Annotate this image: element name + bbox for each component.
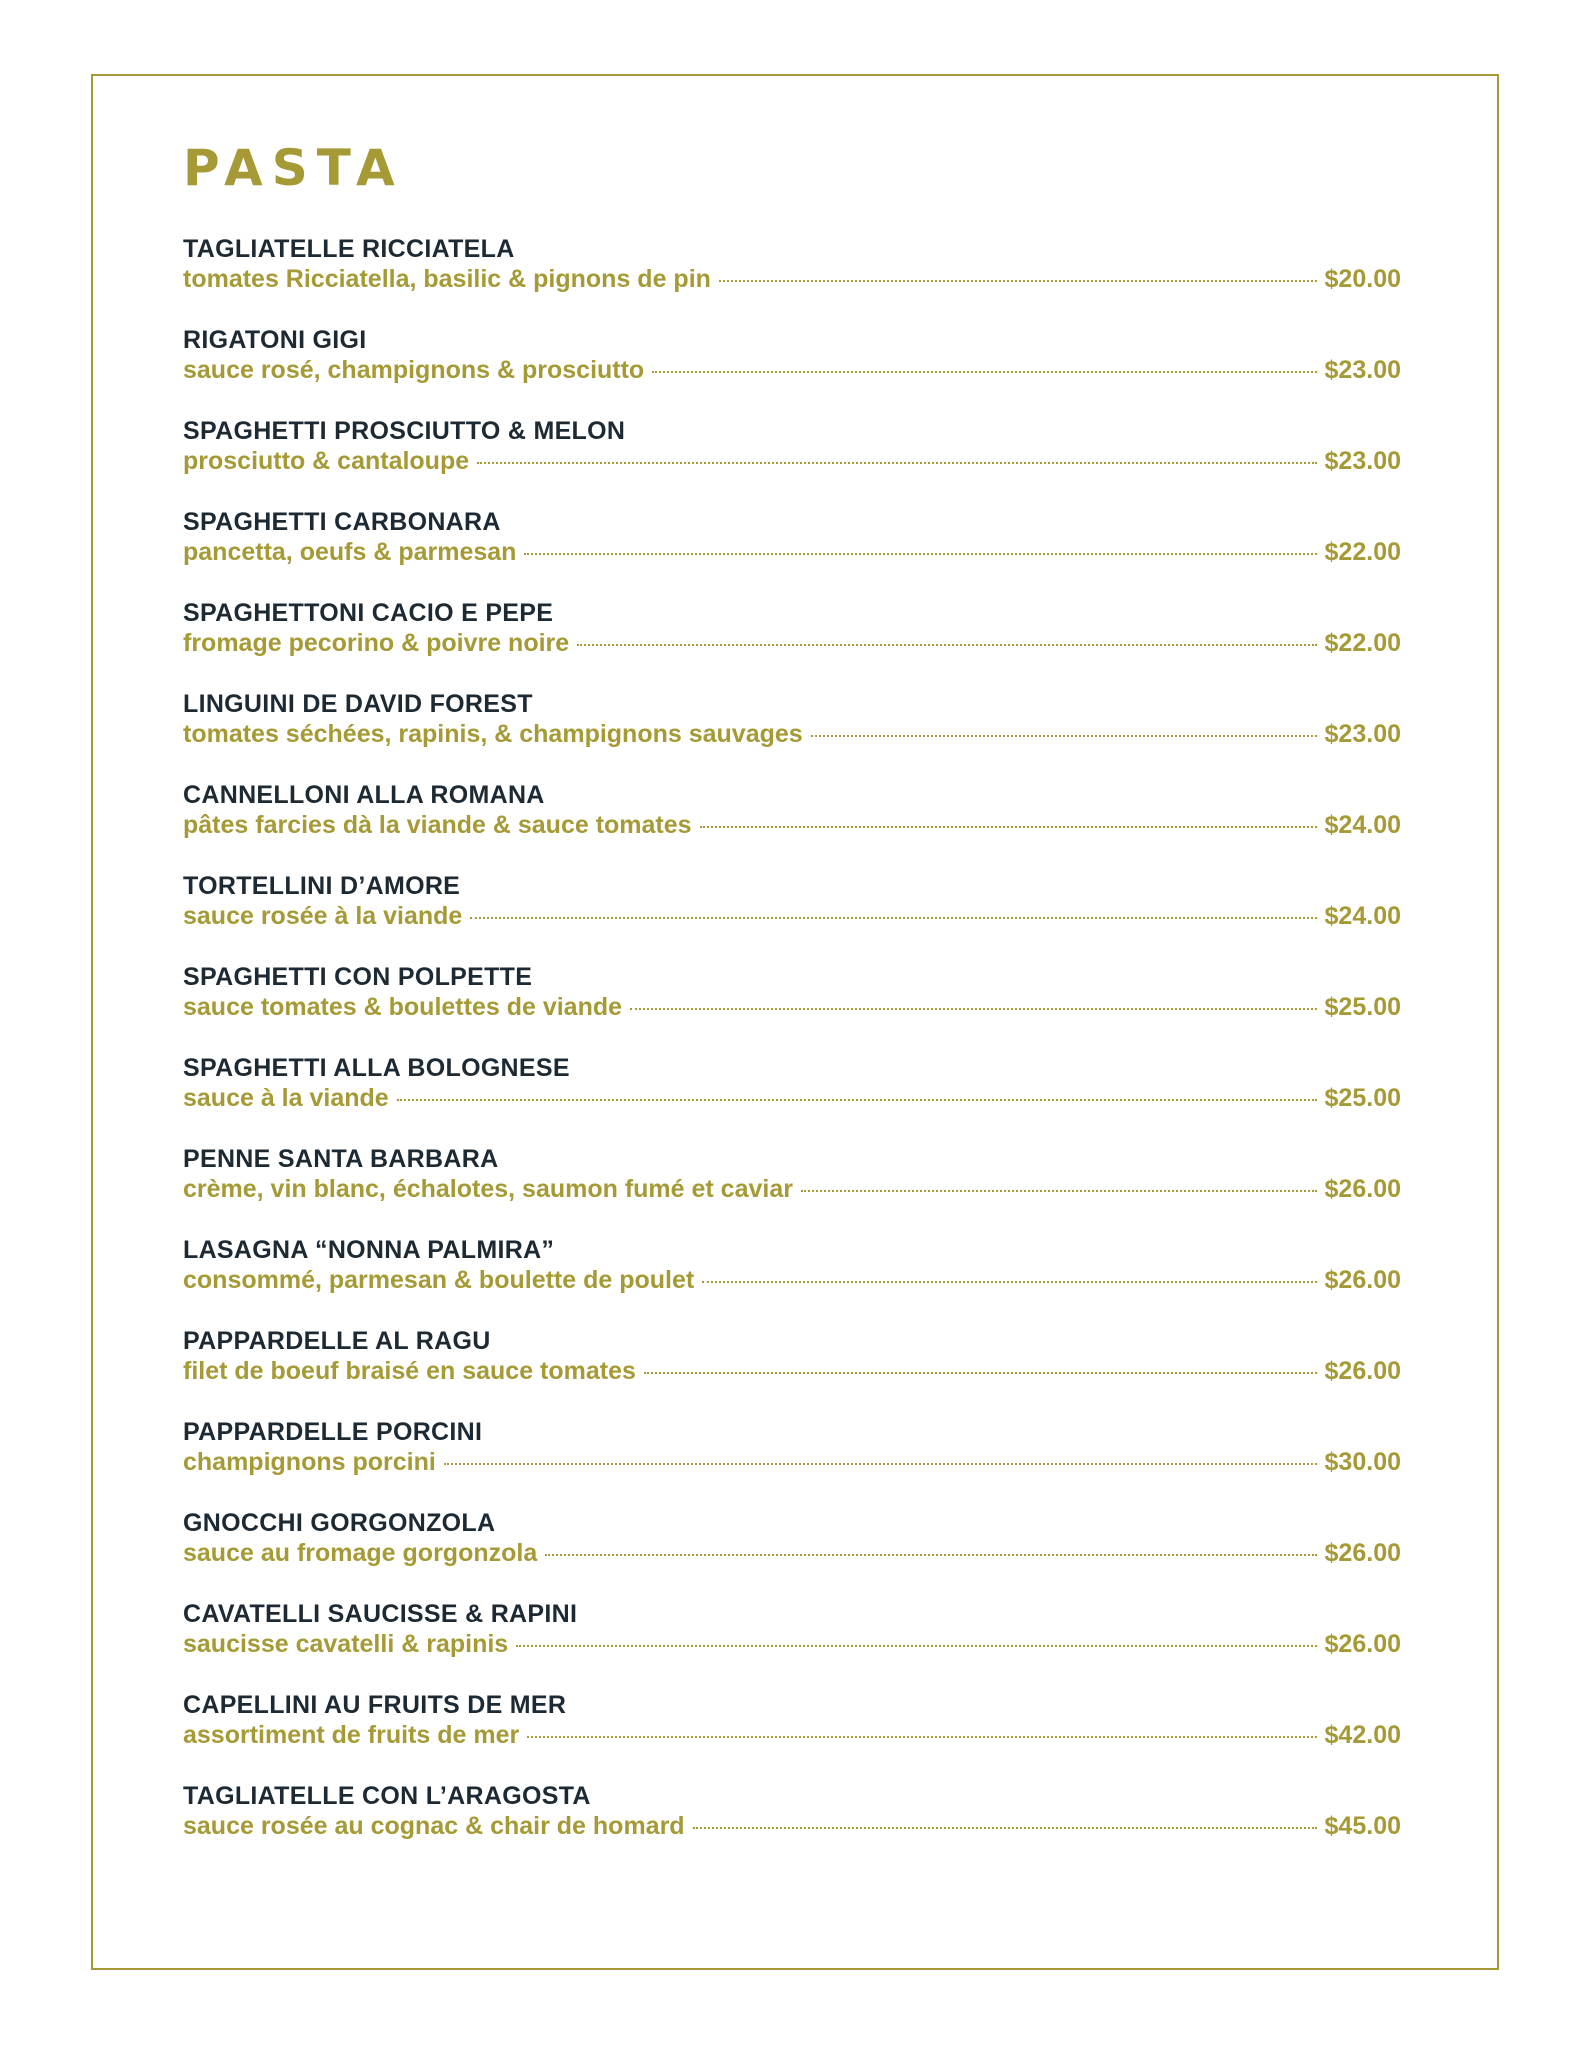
item-detail-line (183, 810, 1401, 840)
item-price: $23.00 (1324, 720, 1401, 748)
item-name: RIGATONI GIGI (183, 326, 367, 354)
item-detail-line (183, 1356, 1401, 1386)
item-price: $24.00 (1324, 811, 1401, 839)
item-description: sauce au fromage gorgonzola (183, 1539, 538, 1567)
item-description: sauce tomates & boulettes de viande (183, 993, 623, 1021)
item-name: PENNE SANTA BARBARA (183, 1145, 499, 1173)
menu-item (183, 1051, 1401, 1142)
item-description: crème, vin blanc, échalotes, saumon fumé et caviar (183, 1175, 793, 1203)
item-detail-line (183, 1811, 1401, 1841)
menu-item (183, 505, 1401, 596)
item-price: $23.00 (1324, 356, 1401, 384)
item-description: saucisse cavatelli & rapinis (183, 1630, 509, 1658)
dotted-leader (477, 462, 1316, 464)
dotted-leader (801, 1190, 1317, 1192)
item-price: $26.00 (1324, 1266, 1401, 1294)
item-detail-line (183, 719, 1401, 749)
dotted-leader (811, 735, 1317, 737)
item-description: champignons porcini (183, 1448, 436, 1476)
dotted-leader (693, 1827, 1317, 1829)
item-detail-line (183, 628, 1401, 658)
item-detail-line (183, 1720, 1401, 1750)
item-detail-line (183, 992, 1401, 1022)
item-price: $24.00 (1324, 902, 1401, 930)
menu-item (183, 323, 1401, 414)
item-description: pancetta, oeufs & parmesan (183, 538, 517, 566)
item-description: tomates Ricciatella, basilic & pignons de pin (183, 265, 711, 293)
item-price: $22.00 (1324, 629, 1401, 657)
item-name: LINGUINI DE DAVID FOREST (183, 690, 533, 718)
item-description: pâtes farcies dà la viande & sauce tomates (183, 811, 692, 839)
menu-item (183, 960, 1401, 1051)
menu-item (183, 1142, 1401, 1233)
menu-item (183, 869, 1401, 960)
item-detail-line (183, 901, 1401, 931)
dotted-leader (397, 1099, 1317, 1101)
item-description: sauce rosé, champignons & prosciutto (183, 356, 645, 384)
dotted-leader (527, 1736, 1316, 1738)
item-price: $26.00 (1324, 1357, 1401, 1385)
item-price: $20.00 (1324, 265, 1401, 293)
dotted-leader (577, 644, 1316, 646)
item-name: PAPPARDELLE PORCINI (183, 1418, 483, 1446)
dotted-leader (702, 1281, 1316, 1283)
dotted-leader (700, 826, 1317, 828)
menu-item (183, 1688, 1401, 1779)
item-price: $26.00 (1324, 1175, 1401, 1203)
item-detail-line (183, 1447, 1401, 1477)
item-description: tomates séchées, rapinis, & champignons sauvages (183, 720, 803, 748)
item-description: consommé, parmesan & boulette de poulet (183, 1266, 695, 1294)
item-detail-line (183, 446, 1401, 476)
item-name: SPAGHETTI CARBONARA (183, 508, 501, 536)
item-description: sauce à la viande (183, 1084, 389, 1112)
dotted-leader (545, 1554, 1316, 1556)
item-description: filet de boeuf braisé en sauce tomates (183, 1357, 636, 1385)
item-name: LASAGNA “NONNA PALMIRA” (183, 1236, 555, 1264)
item-description: sauce rosée à la viande (183, 902, 463, 930)
item-name: TAGLIATELLE RICCIATELA (183, 235, 515, 263)
menu-item (183, 1506, 1401, 1597)
item-price: $22.00 (1324, 538, 1401, 566)
menu-item (183, 687, 1401, 778)
menu-item (183, 778, 1401, 869)
item-name: PAPPARDELLE AL RAGU (183, 1327, 491, 1355)
dotted-leader (444, 1463, 1317, 1465)
item-description: assortiment de fruits de mer (183, 1721, 520, 1749)
item-price: $30.00 (1324, 1448, 1401, 1476)
item-detail-line (183, 1629, 1401, 1659)
item-name: SPAGHETTONI CACIO E PEPE (183, 599, 554, 627)
item-price: $42.00 (1324, 1721, 1401, 1749)
item-detail-line (183, 264, 1401, 294)
item-name: TAGLIATELLE CON L’ARAGOSTA (183, 1782, 591, 1810)
item-name: CAVATELLI SAUCISSE & RAPINI (183, 1600, 578, 1628)
item-price: $25.00 (1324, 1084, 1401, 1112)
item-price: $26.00 (1324, 1539, 1401, 1567)
dotted-leader (719, 280, 1317, 282)
item-description: sauce rosée au cognac & chair de homard (183, 1812, 685, 1840)
item-detail-line (183, 1538, 1401, 1568)
item-name: CAPELLINI AU FRUITS DE MER (183, 1691, 567, 1719)
item-price: $25.00 (1324, 993, 1401, 1021)
item-detail-line (183, 1265, 1401, 1295)
dotted-leader (652, 371, 1316, 373)
item-description: prosciutto & cantaloupe (183, 447, 470, 475)
menu-item (183, 1233, 1401, 1324)
menu-item (183, 414, 1401, 505)
menu-item (183, 1324, 1401, 1415)
dotted-leader (516, 1645, 1316, 1647)
menu-item (183, 596, 1401, 687)
item-price: $23.00 (1324, 447, 1401, 475)
menu-list (183, 232, 1401, 1870)
menu-item (183, 1415, 1401, 1506)
dotted-leader (524, 553, 1316, 555)
item-detail-line (183, 1174, 1401, 1204)
menu-item (183, 232, 1401, 323)
item-description: fromage pecorino & poivre noire (183, 629, 570, 657)
item-name: GNOCCHI GORGONZOLA (183, 1509, 496, 1537)
dotted-leader (630, 1008, 1317, 1010)
item-name: SPAGHETTI PROSCIUTTO & MELON (183, 417, 626, 445)
item-detail-line (183, 355, 1401, 385)
section-title: PASTA (183, 139, 404, 197)
item-name: CANNELLONI ALLA ROMANA (183, 781, 545, 809)
dotted-leader (644, 1372, 1317, 1374)
dotted-leader (470, 917, 1316, 919)
menu-item (183, 1597, 1401, 1688)
item-price: $45.00 (1324, 1812, 1401, 1840)
item-detail-line (183, 537, 1401, 567)
item-name: SPAGHETTI ALLA BOLOGNESE (183, 1054, 570, 1082)
menu-item (183, 1779, 1401, 1870)
item-price: $26.00 (1324, 1630, 1401, 1658)
item-detail-line (183, 1083, 1401, 1113)
item-name: SPAGHETTI CON POLPETTE (183, 963, 533, 991)
item-name: TORTELLINI D’AMORE (183, 872, 461, 900)
